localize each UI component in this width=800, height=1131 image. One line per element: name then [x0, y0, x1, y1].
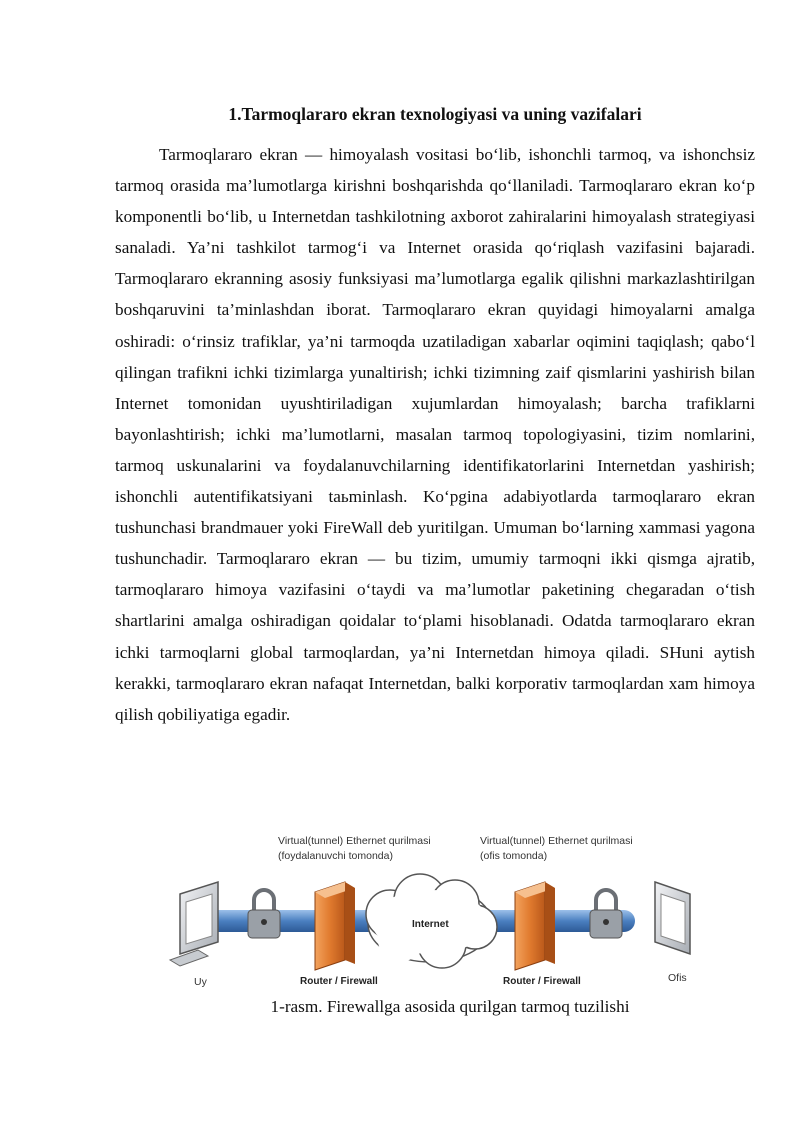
figure-caption: 1-rasm. Firewallga asosida qurilgan tarmoq tuzilishi	[270, 997, 630, 1016]
left-router-label: Router / Firewall	[300, 976, 378, 987]
left-tunnel-label-line1: Virtual(tunnel) Ethernet qurilmasi	[278, 835, 431, 847]
right-lock-icon	[590, 890, 622, 938]
document-page	[115, 104, 755, 730]
home-computer-icon	[170, 882, 218, 966]
right-firewall-icon	[515, 882, 555, 970]
section-heading: 1.Tarmoqlararo ekran texnologiyasi va uning vazifalari	[228, 104, 642, 124]
right-tunnel-label-line1: Virtual(tunnel) Ethernet qurilmasi	[480, 835, 633, 847]
office-label: Ofis	[668, 972, 687, 984]
left-firewall-icon	[315, 882, 355, 970]
right-tunnel-label-line2: (ofis tomonda)	[480, 850, 548, 862]
left-tunnel-label-line2: (foydalanuvchi tomonda)	[278, 850, 393, 862]
home-label: Uy	[194, 976, 207, 988]
left-lock-icon	[248, 890, 280, 938]
internet-label: Internet	[412, 919, 449, 930]
office-computer-icon	[655, 882, 690, 954]
body-paragraph: Tarmoqlararo ekran — himoyalash vositasi bo‘lib, ishonchli tarmoq, va ishonchsiz tarmoq orasida ma’lumotlarga kirishni boshqarishda qo‘llaniladi. Tarmoqlararo ekran ko‘p komponentli bo‘lib, u Internetdan tashkilotning axborot zahiralarini himoyalash strategiyasi sanaladi. Ya’ni tashkilot tarmog‘i va Internet orasida qo‘riqlash vazifasini bajaradi. Tarmoqlararo ekranning asosiy funksiyasi ma’lumotlarga egalik qilishni markazlashtirilgan boshqaruvini ta’minlashdan iborat. Tarmoqlararo ekran quyidagi himoyalarni amalga oshiradi: o‘rinsiz trafiklar, ya’ni tarmoqda uzatiladigan xabarlar oqimini taqiqlash; qabo‘l qilingan trafikni ichki tizimlarga yunaltirish; ichki tizimning zaif qismlarini yashirish bilan Internet tomonidan uyushtiriladigan xujumlardan himoyalash; barcha trafiklarni bayonlashtirish; ichki ma’lumotlarni, masalan tarmoq topologiyasini, tizim nomlarini, tarmoq uskunalarini va foydalanuvchilarning identifikatorlarini Internetdan yashirish; ishonchli autentifikatsiyani taьminlash. Ko‘pgina adabiyotlarda tarmoqlararo ekran tushunchasi brandmauer yoki FireWall deb yuritilgan. Umuman bo‘larning xammasi yagona tushunchadir. Tarmoqlararo ekran — bu tizim, umumiy tarmoqni ikki qismga ajratib, tarmoqlararo himoya vazifasini o‘taydi va ma’lumotlar paketining chegaradan o‘tish shartlarini amalga oshiradigan qoidalar to‘plami hisoblanadi. Odatda tarmoqlararo ekran ichki tarmoqlarni global tarmoqlardan, ya’ni Internetdan himoya qiladi. SHuni aytish kerakki, tarmoqlararo ekran nafaqat Internetdan, balki korporativ tarmoqlardan xam himoya qilish qobiliyatiga egadir.	[115, 145, 755, 724]
right-router-label: Router / Firewall	[503, 976, 581, 987]
network-diagram	[150, 832, 695, 992]
network-diagram-svg	[150, 832, 695, 992]
